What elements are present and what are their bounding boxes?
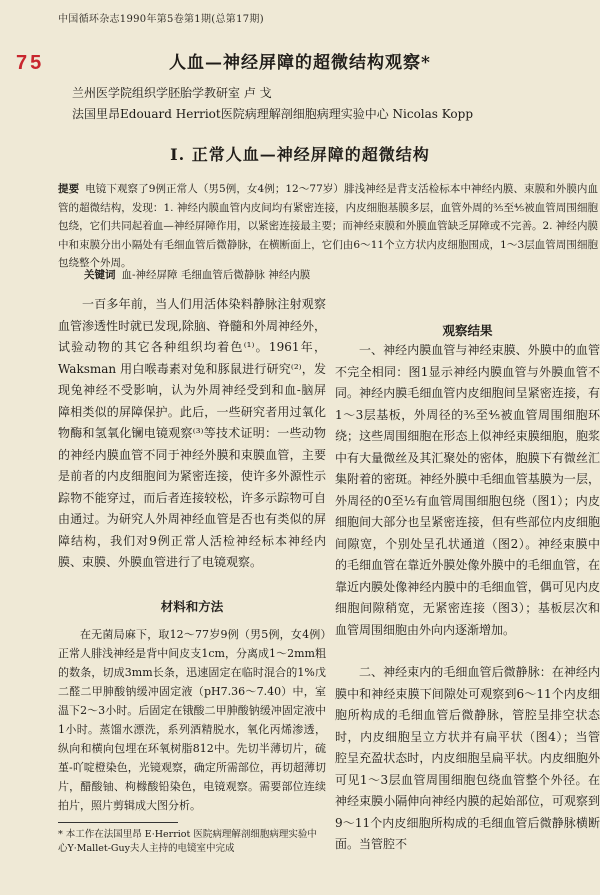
methods-text: 在无菌局麻下，取12～77岁9例（男5例，女4例）正常人腓浅神经是背中间皮支1cm，分离成1～2mm粗的数条，切成3mm长条，迅速固定在临时混合的1%戊二醛二甲胂酸钠缓冲固定液（pH7.36～7.40）中，室温下2～3小时。后固定在锇酸二甲胂酸钠缓冲固定液中1小时。蒸馏水漂洗，系列酒精脱水，氧化丙烯渗透，纵向和横向包埋在环氧树脂812中。先切半薄切片，硫堇-吖啶橙染色，光镜观察，确定所需部位，再切超薄切片，醋酸铀、枸橼酸铅染色，电镜观察。需要部位连续拍片，照片剪辑成大图分析。 bbox=[58, 628, 326, 812]
keywords bbox=[84, 267, 310, 282]
keywords-text: 血-神经屏障 毛细血管后微静脉 神经内膜 bbox=[121, 269, 311, 281]
abstract-text: 电镜下观察了9例正常人（男5例，女4例；12～77岁）腓浅神经是背支活检标本中神经内膜、束膜和外膜内血管的超微结构，发现：1. 神经内膜血管内皮间均有紧密连接，内皮细胞基膜多层，血管外周的⅗至⅘被血管周围细胞包绕，它们共同起着血—神经屏障作用，以紧密连接最主要；而神经束膜和外膜血管缺乏屏障或不完善。2. 神经内膜中和束膜分出小隔处有毛细血管后微静脉，在横断面上，它们由6～11个立方状内皮细胞围成，1～3层血管周围细胞包绕整个外周。 bbox=[58, 183, 599, 269]
affiliation-2: 法国里昂Edouard Herriot医院病理解剖细胞病理实验中心 Nicolas Kopp bbox=[72, 107, 473, 121]
footnote: * 本工作在法国里昂 E·Herriot 医院病理解剖细胞病理实验中心Y·Mallet-Guy夫人主持的电镜室中完成 bbox=[58, 829, 317, 854]
footnote-rule bbox=[58, 822, 178, 823]
article-title: 人血—神经屏障的超微结构观察* bbox=[169, 53, 431, 73]
abstract bbox=[58, 180, 598, 273]
intro-paragraph: 一百多年前，当人们用活体染料静脉注射观察血管渗透性时就已发现,除脑、脊髓和外周神经外，试验动物的其它各种组织均着色⁽¹⁾。1961年，Waksman 用白喉毒素对兔和豚鼠进行研究⁽²⁾，发现兔神经不受影响，认为外周神经受到和血-脑屏障相类似的屏障保护。此后，一些研究者用过氧化物酶和氢氧化镧电镜观察⁽³⁾等技术证明：一些动物的神经内膜血管不同于神经外膜和束膜血管，主要是前者的内皮细胞间为紧密连接，使许多外源性示踪物不能穿过，而后者连接较松，许多示踪物可自由通过。为研究人外周神经血管是否也有类似的屏障结构，我们对9例正常人活检神经标本神经内膜、束膜、外膜血管进行了电镜观察。 bbox=[58, 297, 326, 569]
results-paragraph-2 bbox=[335, 662, 600, 856]
journal-header: 中国循环杂志1990年第5卷第1期(总第17期) bbox=[58, 14, 264, 25]
page-number: 75 bbox=[16, 52, 45, 74]
keywords-label: 关键词 bbox=[84, 269, 116, 281]
results-heading: 观察结果 bbox=[442, 323, 493, 338]
results-text-2: 二、神经束内的毛细血管后微静脉：在神经内膜中和神经束膜下间隙处可观察到6～11个内皮细胞所构成的毛细血管后微静脉，管腔呈排空状态时，内皮细胞呈立方状并有扁平状（图4）；当管腔呈充盈状态时，内皮细胞呈扁平状。内皮细胞外可见1～3层血管周围细胞包绕血管整个外径。在神经束膜小隔伸向神经内膜的起始部位，可观察到9～11个内皮细胞所构成的毛细血管后微静脉横断面。当管腔不 bbox=[335, 665, 600, 851]
results-paragraph-1 bbox=[335, 340, 600, 641]
abstract-label: 提要 bbox=[58, 183, 80, 195]
results-text-1: 一、神经内膜血管与神经束膜、外膜中的血管不完全相同：图1显示神经内膜血管与外膜血管不同。神经内膜毛细血管内皮细胞间呈紧密连接，有1～3层基板，外周径的⅗至⅘被血管周围细胞环绕；这些周围细胞在形态上似神经束膜细胞，胞浆中有大量微丝及其汇聚处的密体，胞膜下有微丝汇集附着的密斑。神经外膜中毛细血管基膜为一层，外周径的0至½有血管周围细胞包绕（图1）；内皮细胞间大部分也呈紧密连接，但有些部位内皮细胞间隙宽，个别处呈孔状通道（图2）。神经束膜中的毛细血管在靠近外膜处像外膜中的毛细血管，在靠近内膜处像神经内膜中的毛细血管，偶可见内皮细胞间隙稍宽，无紧密连接（图3）；基板层次和血管周围细胞由外向内逐渐增加。 bbox=[335, 343, 600, 637]
methods-paragraph bbox=[58, 625, 326, 815]
methods-heading: 材料和方法 bbox=[160, 599, 224, 614]
section-title: I. 正常人血—神经屏障的超微结构 bbox=[170, 145, 430, 164]
left-column-intro bbox=[58, 294, 326, 574]
affiliation-1: 兰州医学院组织学胚胎学教研室 卢 戈 bbox=[72, 86, 272, 100]
